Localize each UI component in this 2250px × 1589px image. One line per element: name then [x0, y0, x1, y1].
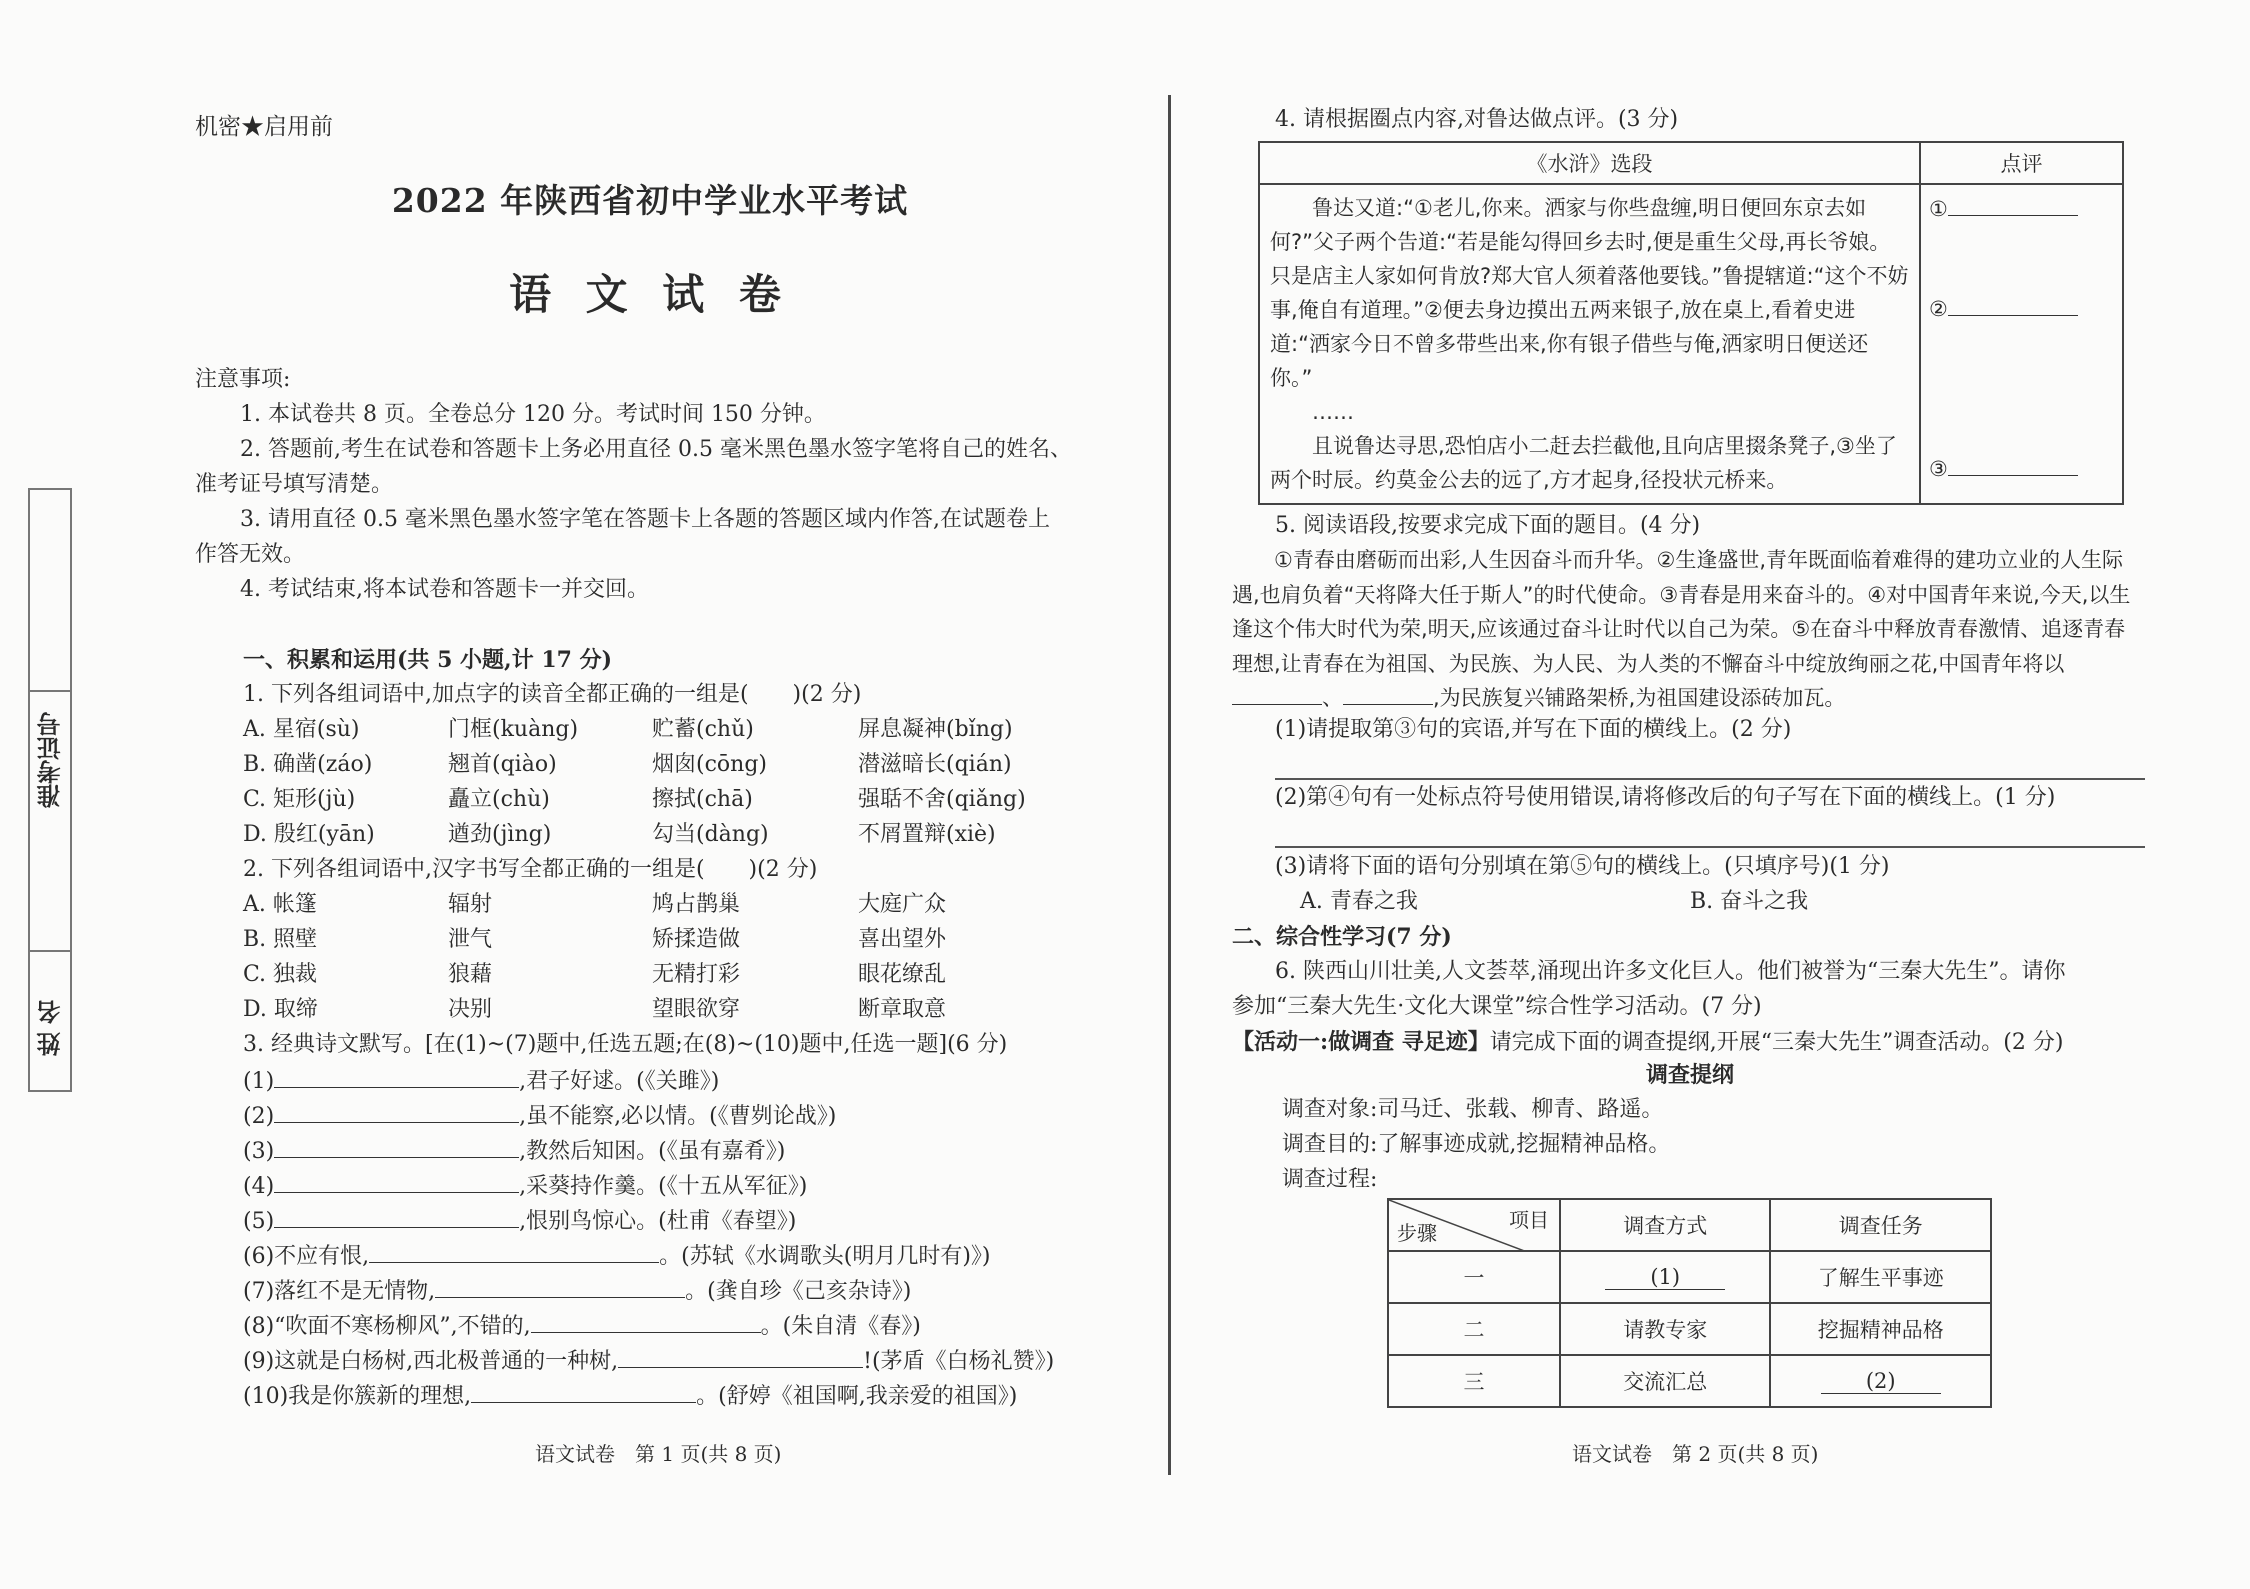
option-b: B. 照壁 [243, 927, 318, 952]
option-d-word: 不屑置辩(xiè) [858, 822, 996, 847]
option-b-word: 泄气 [448, 927, 493, 952]
section-heading: 二、综合性学习(7 分) [1232, 924, 1452, 950]
table-corner-cell [1388, 1199, 1560, 1251]
step-cell: 二 [1388, 1303, 1560, 1355]
page-footer: 语文试卷 第 1 页(共 8 页) [535, 1442, 782, 1466]
option-c: C. 矩形(jù) [243, 787, 356, 812]
option-c: C. 独裁 [243, 962, 318, 987]
notice-item: 3. 请用直径 0.5 毫米黑色墨水签字笔在答题卡上各题的答题区域内作答,在试题卷上 [240, 507, 1050, 532]
table-row [1388, 1303, 1991, 1355]
paper-subtitle: 语 文 试 卷 [509, 270, 791, 319]
q5-sub-2: (2)第④句有一处标点符号使用错误,请将修改后的句子写在下面的横线上。(1 分) [1275, 785, 2056, 810]
answer-blank[interactable] [1343, 682, 1433, 705]
option-d: D. 殷红(yān) [243, 822, 375, 847]
survey-table [1387, 1198, 1992, 1408]
option-a-word: 门框(kuàng) [448, 717, 579, 742]
step-cell: 一 [1388, 1251, 1560, 1303]
step-cell: 三 [1388, 1355, 1560, 1407]
question-3: 3. 经典诗文默写。[在(1)~(7)题中,任选五题;在(8)~(10)题中,任选一题](6 分) [243, 1032, 1008, 1057]
question-2: 2. 下列各组词语中,汉字书写全都正确的一组是( )(2 分) [243, 857, 818, 882]
notice-item: 2. 答题前,考生在试卷和答题卡上务必用直径 0.5 毫米黑色墨水签字笔将自己的姓名、 [240, 437, 1072, 462]
passage-cell [1259, 184, 1920, 504]
question-4: 4. 请根据圈点内容,对鲁达做点评。(3 分) [1275, 107, 1679, 132]
option-c-word: 擦拭(chā) [652, 787, 753, 812]
option-c-word: 无精打彩 [652, 962, 741, 987]
answer-blank[interactable] [1232, 682, 1322, 705]
task-cell: 了解生平事迹 [1770, 1251, 1991, 1303]
option-a: A. 帐篷 [243, 892, 317, 917]
recite-line: (6)不应有恨, 。(苏轼《水调歌头(明月几时有)》) [243, 1240, 991, 1272]
recite-line: (5) ,恨别鸟惊心。(杜甫《春望》) [243, 1205, 796, 1237]
table-header: 调查任务 [1770, 1199, 1991, 1251]
info-box-divider [28, 690, 72, 692]
question-1: 1. 下列各组词语中,加点字的读音全都正确的一组是( )(2 分) [243, 682, 862, 707]
comment-cell [1920, 184, 2123, 504]
option-b-word: 翘首(qiào) [448, 752, 557, 777]
answer-blank[interactable] [274, 1205, 519, 1228]
outline-title: 调查提纲 [1646, 1062, 1735, 1088]
survey-object: 调查对象:司马迁、张载、柳青、路遥。 [1282, 1097, 1664, 1122]
recite-line: (10)我是你簇新的理想, 。(舒婷《祖国啊,我亲爱的祖国》) [243, 1380, 1017, 1412]
option-d-word: 望眼欲穿 [652, 997, 741, 1022]
section-heading: 一、积累和运用(共 5 小题,计 17 分) [243, 647, 613, 673]
notice-item: 1. 本试卷共 8 页。全卷总分 120 分。考试时间 150 分钟。 [240, 402, 826, 427]
comment-blank[interactable] [1948, 453, 2078, 476]
notice-item: 4. 考试结束,将本试卷和答题卡一并交回。 [240, 577, 649, 602]
answer-blank[interactable] [531, 1310, 761, 1333]
option-a: A. 青春之我 [1300, 889, 1418, 914]
name-label: 姓 名 [36, 1000, 65, 1057]
option-a-word: 屏息凝神(bǐng) [858, 717, 1013, 742]
answer-blank[interactable] [471, 1380, 696, 1403]
task-cell [1770, 1355, 1991, 1407]
recite-line: (7)落红不是无情物, 。(龚自珍《己亥杂诗》) [243, 1275, 911, 1307]
answer-line[interactable] [1275, 778, 2145, 780]
method-cell [1560, 1251, 1770, 1303]
ellipsis: …… [1312, 400, 1354, 424]
exam-number-label: 准考证号 [36, 712, 65, 808]
question-6: 6. 陕西山川壮美,人文荟萃,涌现出许多文化巨人。他们被誉为“三秦大先生”。请你 [1275, 959, 2066, 984]
table-header: 调查方式 [1560, 1199, 1770, 1251]
notice-item: 作答无效。 [195, 542, 306, 567]
survey-process: 调查过程: [1282, 1167, 1378, 1192]
shuihu-table [1258, 141, 2124, 505]
option-b-word: 潜滋暗长(qián) [858, 752, 1012, 777]
option-b: B. 奋斗之我 [1690, 889, 1809, 914]
fill-blank[interactable]: (2) [1821, 1369, 1941, 1394]
answer-line[interactable] [1275, 846, 2145, 848]
q5-sub-1: (1)请提取第③句的宾语,并写在下面的横线上。(2 分) [1275, 717, 1792, 742]
option-d-word: 断章取意 [858, 997, 947, 1022]
answer-blank[interactable] [274, 1170, 519, 1193]
answer-blank[interactable] [274, 1100, 519, 1123]
recite-line: (4) ,采葵持作羹。(《十五从军征》) [243, 1170, 807, 1202]
q5-paragraph: ①青春由磨砺而出彩,人生因奋斗而升华。②生逢盛世,青年既面临着难得的建功立业的人生际遇,也肩负着“天将降大任于斯人”的时代使命。③青春是用来奋斗的。④对中国青年来说,今天,以生逢这个伟大时代为荣,明天,应该通过奋斗让时代以自己为荣。⑤在奋斗中释放青春激情、追逐青春理想,让青春在为祖国、为民族、为人民、为人类的不懈奋斗中绽放绚丽之花,中国青年将以、 ,为民族复兴铺路架桥,为祖国建设添砖加瓦。 [1232, 548, 2131, 710]
comment-blank[interactable] [1948, 193, 2078, 216]
info-box-divider [28, 950, 72, 952]
answer-blank[interactable] [435, 1275, 685, 1298]
corner-top-label: 项目 [1509, 1208, 1549, 1232]
method-cell: 交流汇总 [1560, 1355, 1770, 1407]
recite-line: (1) ,君子好逑。(《关雎》) [243, 1065, 719, 1097]
method-cell: 请教专家 [1560, 1303, 1770, 1355]
option-a-word: 大庭广众 [858, 892, 947, 917]
option-d: D. 取缔 [243, 997, 318, 1022]
notice-heading: 注意事项: [195, 367, 291, 392]
option-b-word: 烟囱(cōng) [652, 752, 767, 777]
corner-bottom-label: 步骤 [1397, 1221, 1437, 1245]
passage-paragraph: 且说鲁达寻思,恐怕店小二赶去拦截他,且向店里掇条凳子,③坐了两个时辰。约莫金公去的远了,方才起身,径投状元桥来。 [1270, 434, 1897, 492]
comment-slot: ① [1929, 193, 2114, 293]
recite-line: (3) ,教然后知困。(《虽有嘉肴》) [243, 1135, 785, 1167]
table-row [1388, 1251, 1991, 1303]
option-d-word: 决别 [448, 997, 493, 1022]
activity-one: 【活动一:做调查 寻足迹】请完成下面的调查提纲,开展“三秦大先生”调查活动。(2 分) [1232, 1029, 2064, 1055]
comment-slot: ② [1929, 293, 2114, 393]
option-b-word: 喜出望外 [858, 927, 947, 952]
option-c-word: 矗立(chù) [448, 787, 550, 812]
recite-line: (9)这就是白杨树,西北极普通的一种树, !(茅盾《白杨礼赞》) [243, 1345, 1054, 1377]
task-cell: 挖掘精神品格 [1770, 1303, 1991, 1355]
option-d-word: 勾当(dàng) [652, 822, 769, 847]
comment-blank[interactable] [1948, 293, 2078, 316]
option-c-word: 眼花缭乱 [858, 962, 947, 987]
table-header: 点评 [1920, 142, 2123, 184]
exam-title: 2022 年陕西省初中学业水平考试 [391, 181, 909, 220]
option-b-word: 矫揉造做 [652, 927, 741, 952]
table-row [1388, 1355, 1991, 1407]
option-a: A. 星宿(sù) [243, 717, 360, 742]
option-b: B. 确凿(záo) [243, 752, 373, 777]
comment-slot: ③ [1929, 453, 2114, 481]
question-5: 5. 阅读语段,按要求完成下面的题目。(4 分) [1275, 513, 1701, 538]
option-c-word: 狼藉 [448, 962, 493, 987]
answer-blank[interactable] [274, 1135, 519, 1158]
q5-sub-3: (3)请将下面的语句分别填在第⑤句的横线上。(只填序号)(1 分) [1275, 854, 1890, 879]
answer-blank[interactable] [369, 1240, 659, 1263]
notice-item: 准考证号填写清楚。 [195, 472, 394, 497]
table-header: 《水浒》选段 [1259, 142, 1920, 184]
survey-purpose: 调查目的:了解事迹成就,挖掘精神品格。 [1282, 1132, 1671, 1157]
option-a-word: 鸠占鹊巢 [652, 892, 741, 917]
page-footer: 语文试卷 第 2 页(共 8 页) [1572, 1442, 1819, 1466]
passage-paragraph: 鲁达又道:“①老儿,你来。洒家与你些盘缠,明日便回东京去如何?”父子两个告道:“若是能勾得回乡去时,便是重生父母,再长爷娘。只是店主人家如何肯放?郑大官人须着落他要钱。”鲁提辖道:“这个不妨事,俺自有道理。”②便去身边摸出五两来银子,放在桌上,看着史进道:“洒家今日不曾多带些出来,你有银子借些与俺,洒家明日便送还你。” [1270, 196, 1909, 390]
answer-blank[interactable] [618, 1345, 863, 1368]
answer-blank[interactable] [274, 1065, 519, 1088]
question-6-cont: 参加“三秦大先生·文化大课堂”综合性学习活动。(7 分) [1232, 994, 1762, 1019]
option-a-word: 辐射 [448, 892, 493, 917]
option-d-word: 遒劲(jìng) [448, 822, 552, 847]
page-divider [1168, 95, 1171, 1475]
recite-line: (2) ,虽不能察,必以情。(《曹刿论战》) [243, 1100, 836, 1132]
fill-blank[interactable]: (1) [1605, 1265, 1725, 1290]
option-c-word: 强聒不舍(qiǎng) [858, 787, 1026, 812]
recite-line: (8)“吹面不寒杨柳风”,不错的, 。(朱自清《春》) [243, 1310, 921, 1342]
confidential-label: 机密★启用前 [195, 114, 333, 140]
option-a-word: 贮蓄(chǔ) [652, 717, 754, 742]
